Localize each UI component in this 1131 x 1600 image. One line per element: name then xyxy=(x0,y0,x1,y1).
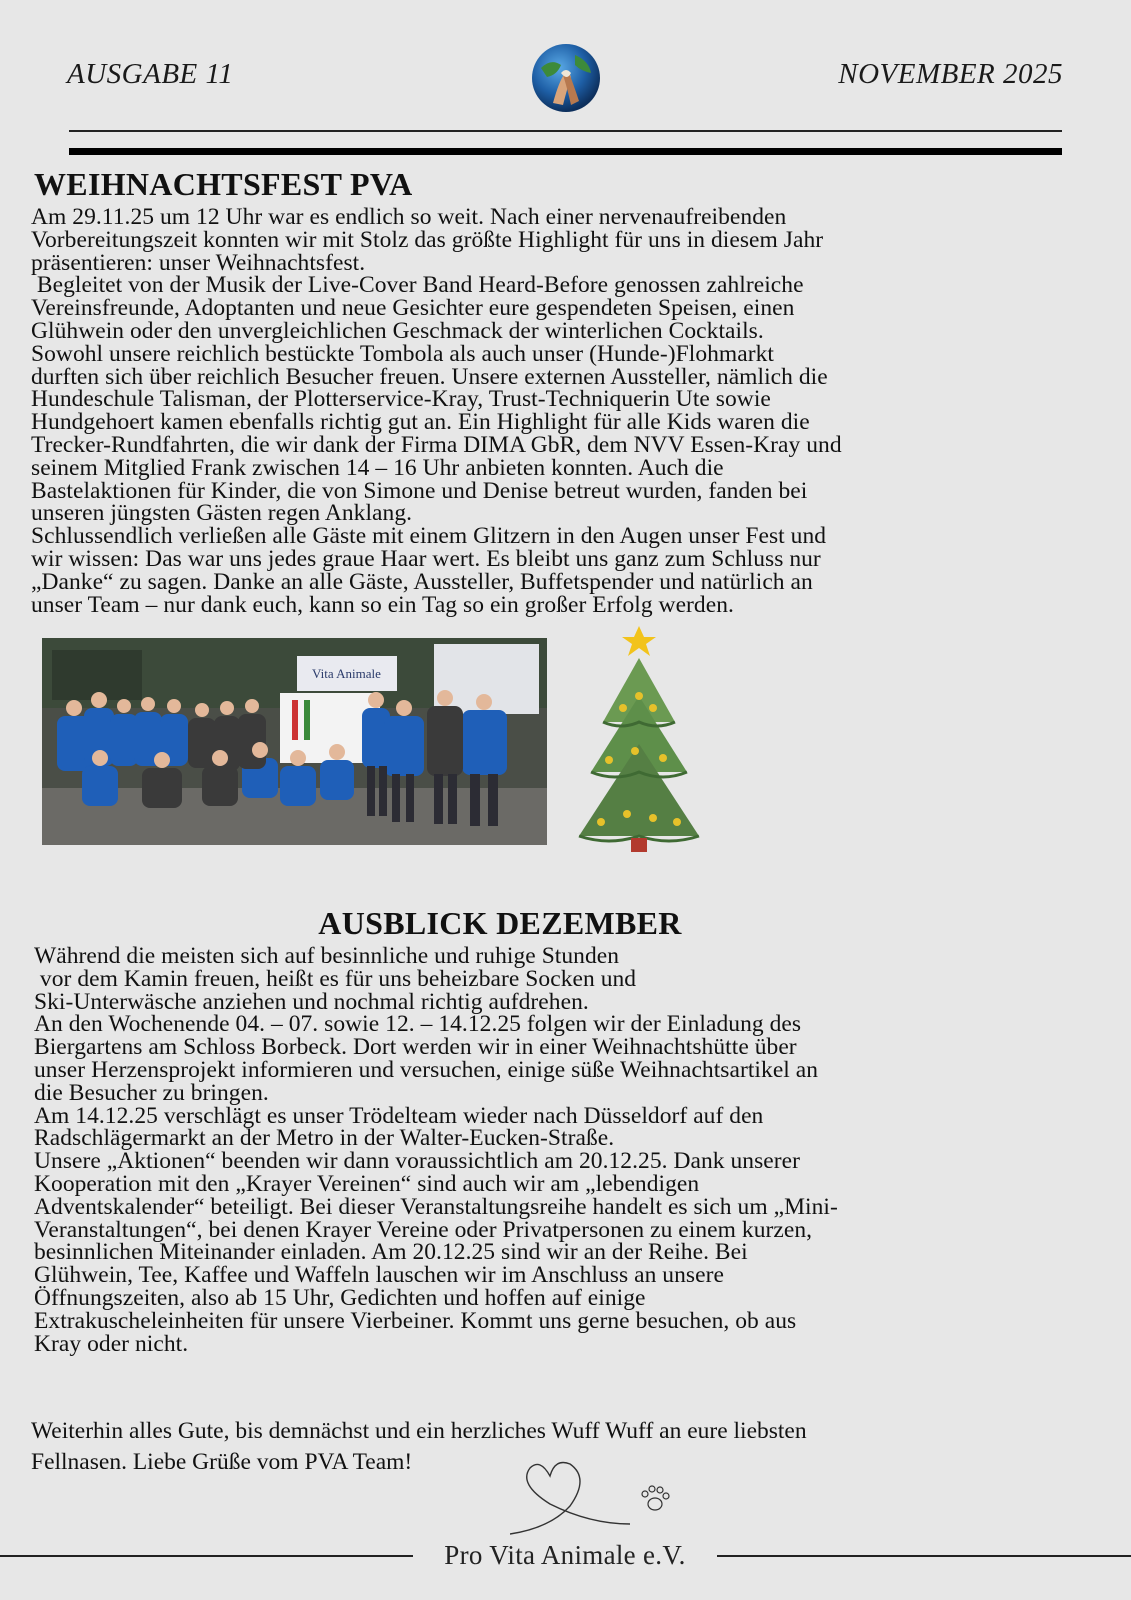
group-photo xyxy=(42,638,547,845)
section-title-weihnachtsfest: WEIHNACHTSFEST PVA xyxy=(34,166,413,202)
issue-date: NOVEMBER 2025 xyxy=(838,58,1063,90)
footer-rule-left xyxy=(0,1555,413,1557)
footer-organization: Pro Vita Animale e.V. xyxy=(444,1540,686,1570)
heart-paw-doodle-icon xyxy=(510,1458,685,1536)
photo-banner-text: Vita Animale xyxy=(312,666,381,681)
header-rule-thick xyxy=(69,148,1062,155)
issue-number: AUSGABE 11 xyxy=(67,58,234,90)
section-title-ausblick: AUSBLICK DEZEMBER xyxy=(318,905,682,941)
christmas-tree-icon xyxy=(573,626,721,861)
footer-rule-right xyxy=(717,1555,1131,1557)
header-rule-thin xyxy=(69,130,1062,132)
section-body-weihnachtsfest: Am 29.11.25 um 12 Uhr war es endlich so weit. Nach einer nervenaufreibenden Vorbereitungszeit konnten wir mit Stolz das größte Highlight für uns in diesem Jahr präsentieren: unser Weihnachtsfest. Begleitet von der Musik der Live-Cover Band Heard-Before genossen zahlreiche Vereinsfreunde, Adoptanten und neue Gesichter eure gespendeten Speisen, einen Glühwein oder den unvergleichlichen Geschmack der winterlichen Cocktails. Sowohl unsere reichlich bestückte Tombola als auch unser (Hunde-)Flohmarkt durften sich über reichlich Besucher freuen. Unsere externen Aussteller, nämlich die Hundeschule Talisman, der Plotterservice-Kray, Trust-Techniquerin Ute sowie Hundgehoert kamen ebenfalls richtig gut an. Ein Highlight für alle Kids waren die Trecker-Rundfahrten, die wir dank der Firma DIMA GbR, dem NVV Essen-Kray und seinem Mitglied Frank zwischen 14 – 16 Uhr anbieten konnten. Auch die Bastelaktionen für Kinder, die von Simone und Denise betreut wurden, fanden bei unseren jüngsten Gästen regen Anklang. Schlussendlich verließen alle Gäste mit einem Glitzern in den Augen unser Fest und wir wissen: Das war uns jedes graue Haar wert. Es bleibt uns ganz zum Schluss nur „Danke“ zu sagen. Danke an alle Gäste, Aussteller, Buffetspender und natürlich an unser Team – nur dank euch, kann so ein Tag so ein großer Erfolg werden. xyxy=(31,204,842,618)
section-body-ausblick: Während die meisten sich auf besinnliche und ruhige Stunden vor dem Kamin freuen, heißt es für uns beheizbare Socken und Ski-Unterwäsche anziehen und nochmal richtig aufdrehen. An den Wochenende 04. – 07. sowie 12. – 14.12.25 folgen wir der Einladung des Biergartens am Schloss Borbeck. Dort werden wir in einer Weihnachtshütte über unser Herzensprojekt informieren und versuchen, einige süße Weihnachtsartikel an die Besucher zu bringen. Am 14.12.25 verschlägt es unser Trödelteam wieder nach Düsseldorf auf den Radschlägermarkt an der Metro in der Walter-Eucken-Straße. Unsere „Aktionen“ beenden wir dann voraussichtlich am 20.12.25. Dank unserer Kooperation mit den „Krayer Vereinen“ sind auch wir am „lebendigen Adventskalender“ beteiligt. Bei dieser Veranstaltungsreihe handelt es sich um „Mini- Veranstaltungen“, bei denen Krayer Vereine oder Privatpersonen zu einem kurzen, besinnlichen Miteinander einladen. Am 20.12.25 sind wir an der Reihe. Bei Glühwein, Tee, Kaffee und Waffeln lauschen wir im Anschluss an unsere Öffnungszeiten, also ab 15 Uhr, Gedichten und hoffen auf einige Extrakuscheleinheiten für unsere Vierbeiner. Kommt uns gerne besuchen, ob aus Kray oder nicht. xyxy=(34,943,838,1357)
globe-hands-icon xyxy=(531,43,601,113)
closing-message: Weiterhin alles Gute, bis demnächst und ein herzliches Wuff Wuff an eure liebsten Fellnasen. Liebe Grüße vom PVA Team! xyxy=(31,1418,807,1475)
